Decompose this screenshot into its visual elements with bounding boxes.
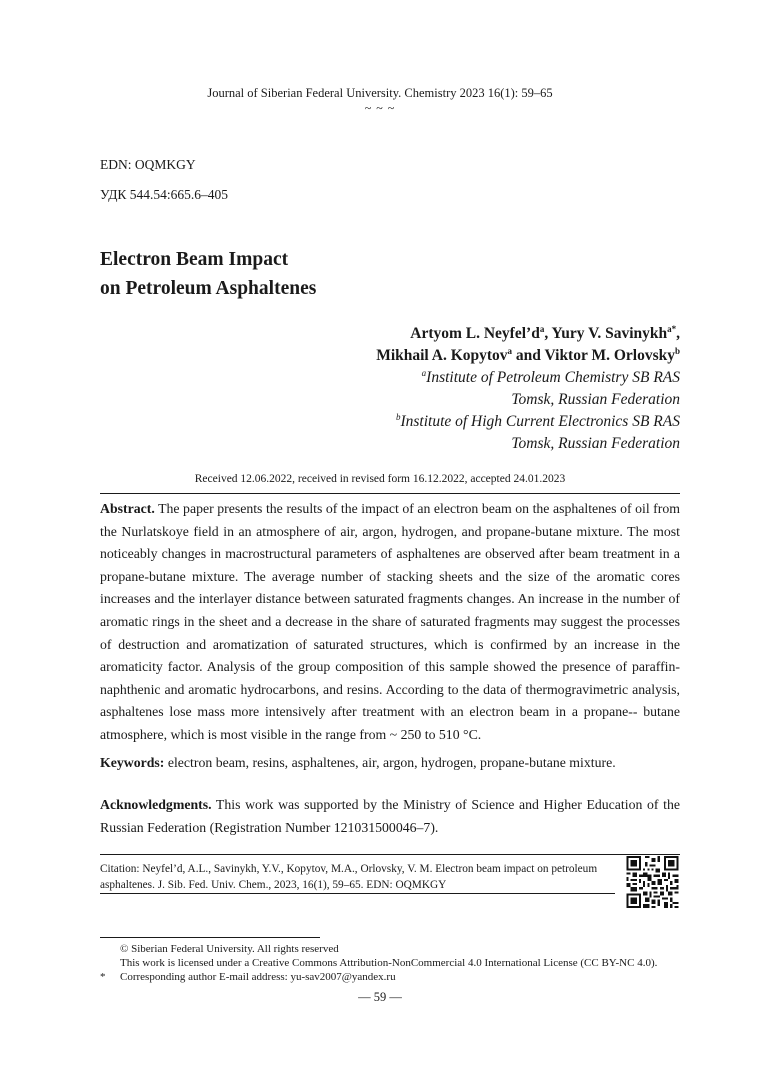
citation-bottom-rule [100, 893, 615, 894]
keywords-label: Keywords: [100, 755, 165, 770]
title-line-1: Electron Beam Impact [100, 249, 289, 270]
footnote-license: This work is licensed under a Creative Commons Attribution-NonCommercial 4.0 International License (CC BY-NC 4.0). [120, 957, 658, 969]
author-sup: a* [667, 324, 677, 334]
keywords-text: electron beam, resins, asphaltenes, air, argon, hydrogen, propane-butane mixture. [167, 755, 616, 770]
author-separator: , [676, 325, 680, 342]
citation: Citation: Neyfel’d, A.L., Savinykh, Y.V., Kopytov, M.A., Orlovsky, V. M. Electron beam impact on petroleum asphaltenes. J. Sib. Fed. Univ. Chem., 2023, 16(1), 59–65. EDN: OQMKGY [100, 863, 598, 891]
abstract-top-rule [100, 493, 680, 494]
acknowledgments-text: This work was supported by the Ministry of Science and Higher Education of the Russian Federation (Registration Number 121031500046–7). [100, 797, 680, 835]
affiliation-a: $^a$Institute of Petroleum Chemistry SB RAS [421, 368, 680, 386]
acknowledgments [100, 794, 680, 839]
qr-code-icon[interactable] [625, 856, 680, 908]
author-neyfeld: Artyom L. Neyfel’d [410, 325, 540, 342]
abstract-label: Abstract. [100, 501, 155, 516]
article-title [100, 245, 316, 303]
footnote-corresponding: * Corresponding author E-mail address: yu-sav2007@yandex.ru [100, 971, 396, 983]
footnote-copyright: © Siberian Federal University. All rights reserved [120, 943, 339, 955]
header-ornament: ~ ~ ~ [364, 101, 396, 115]
author-separator: , [544, 325, 552, 342]
abstract-text: The paper presents the results of the impact of an electron beam on the asphaltenes of oil from the Nurlatskoye field in an atmosphere of air, argon, hydrogen, and propane-butane mixture. The most noticeably changes in macrostructural parameters of asphaltenes are observed after beam treatment in a propane-butane mixture. The average number of stacking sheets and the size of the aromatic cores increases and the interlayer distance between saturated fragments changes. An increase in the number of aromatic rings in the sheet and a decrease in the share of saturated fragments may suggest the processes of destruction and aromatization of saturated structures, which is confirmed by an increase in the aromaticity factor. Analysis of the group composition of this sample showed the presence of paraffin-naphthenic and aromatic hydrocarbons, and resins. According to the data of thermogravimetric analysis, asphaltenes lose mass more intensively after treatment with an electron beam in a propane-- butane atmosphere, which is most visible in the range from ~ 250 to 510 °C. [100, 501, 680, 742]
abstract [100, 498, 680, 747]
author-sup: b [674, 346, 680, 356]
footnote-star: * [100, 971, 106, 983]
edn-id: EDN: OQMKGY [100, 157, 196, 172]
affiliation-a-city: Tomsk, Russian Federation [511, 391, 680, 408]
citation-top-rule [100, 854, 680, 855]
page-number: — 59 — [358, 990, 402, 1004]
affiliation-b-city: Tomsk, Russian Federation [511, 435, 680, 452]
acknowledgments-label: Acknowledgments. [100, 797, 212, 812]
received-dates: Received 12.06.2022, received in revised form 16.12.2022, accepted 24.01.2023 [194, 473, 566, 485]
author-kopytov: Mikhail A. Kopytov [376, 347, 508, 364]
author-orlovsky: Viktor M. Orlovsky [544, 347, 675, 364]
affiliation-b: $^b$Institute of High Current Electronics SB RAS [395, 412, 680, 430]
author-savinykh: Yury V. Savinykh [551, 325, 668, 342]
authors-line-1 [376, 323, 680, 345]
author-sup: a [539, 324, 545, 334]
footnote-rule [100, 937, 320, 938]
udk-code: УДК 544.54:665.6–405 [100, 187, 229, 202]
author-and: and [512, 347, 545, 364]
journal-header: Journal of Siberian Federal University. Chemistry 2023 16(1): 59–65 [207, 86, 553, 100]
title-line-2: on Petroleum Asphaltenes [100, 278, 317, 299]
authors-line-2 [376, 345, 680, 367]
keywords [100, 752, 680, 774]
author-sup: a [507, 346, 513, 356]
author-block [376, 323, 680, 455]
